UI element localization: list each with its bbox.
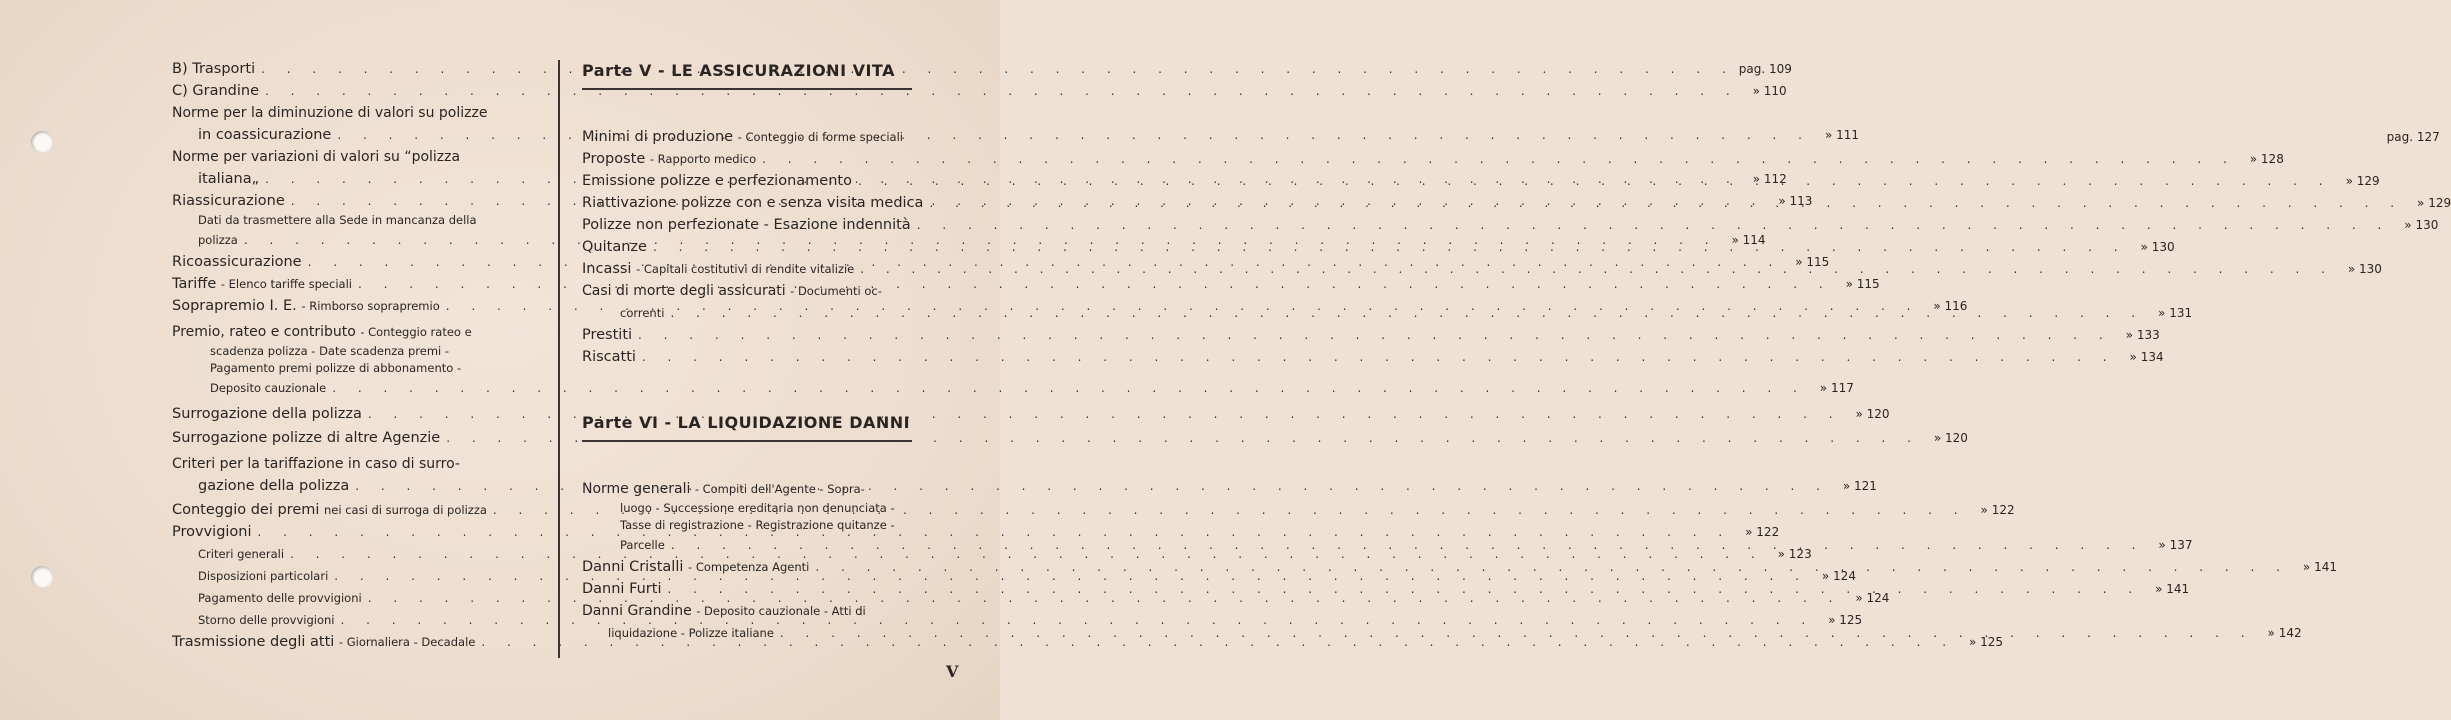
entry-title: Tariffe xyxy=(172,276,217,292)
entry-page: » 114 xyxy=(1731,233,1766,247)
entry-title: B) Trasporti xyxy=(172,61,256,77)
entry-title: Norme per variazioni di valori su “polizza xyxy=(172,149,461,165)
toc-entry xyxy=(172,427,1968,449)
entry-page: » 120 xyxy=(1855,407,1890,421)
entry-title: Disposizioni particolari xyxy=(198,569,329,583)
leader-dots xyxy=(661,578,2141,600)
entry-continuation: Deposito cauzionale xyxy=(210,381,327,395)
entry-title: Minimi di produzione xyxy=(582,129,734,145)
entry-title: C) Grandine xyxy=(172,83,260,99)
leader-dots xyxy=(326,377,1806,399)
leader-dots xyxy=(632,324,2112,346)
entry-page: » 110 xyxy=(1752,84,1787,98)
entry-page: » 133 xyxy=(2125,328,2160,342)
entry-page: » 141 xyxy=(2155,582,2190,596)
entry-subtitle: - Conteggio di forme speciali xyxy=(737,130,903,144)
entry-page: » 117 xyxy=(1819,381,1854,395)
section-title-part5: Parte V - LE ASSICURAZIONI VITA xyxy=(582,58,912,90)
entry-subtitle: - Elenco tariffe speciali xyxy=(220,277,352,291)
entry-continuation: italiana„ xyxy=(198,171,260,187)
leader-dots xyxy=(854,258,2334,280)
toc-entry xyxy=(582,346,2164,368)
entry-subtitle: - Capitali costitutivi di rendite vitalizie xyxy=(636,262,855,276)
entry-page: » 115 xyxy=(1795,255,1830,269)
entry-continuation: polizza xyxy=(198,233,238,247)
entry-page: » 125 xyxy=(1968,635,2004,649)
entry-title: Storno delle provvigioni xyxy=(198,613,335,627)
entry-page: » 124 xyxy=(1821,569,1856,583)
entry-subtitle: - Rimborso soprapremio xyxy=(301,299,440,313)
toc-entry xyxy=(582,148,2284,170)
entry-subtitle: - Conteggio rateo e xyxy=(360,325,472,339)
entry-subtitle: - Documenti oc- xyxy=(790,284,882,298)
entry-continuation: scadenza polizza - Date scadenza premi - xyxy=(210,344,450,358)
entry-page: » 129 xyxy=(2417,196,2451,210)
entry-title: Riscatti xyxy=(582,349,636,365)
entry-page: » 134 xyxy=(2129,350,2164,364)
entry-title: Quitanze xyxy=(582,239,647,255)
leader-dots xyxy=(349,475,1829,497)
entry-title: Incassi xyxy=(582,261,632,277)
entry-title: Dati da trasmettere alla Sede in mancanza della xyxy=(198,213,477,227)
entry-continuation: correnti xyxy=(620,306,665,320)
toc-entry xyxy=(172,317,546,343)
entry-page: » 129 xyxy=(2345,174,2380,188)
leader-dots xyxy=(809,556,2289,578)
entry-title: Pagamento delle provvigioni xyxy=(198,591,362,605)
entry-page: » 124 xyxy=(1855,591,1890,605)
entry-continuation: in coassicurazione xyxy=(198,127,332,143)
entry-title: Norme generali xyxy=(582,481,691,497)
entry-title: Criteri generali xyxy=(198,547,285,561)
page-number: V xyxy=(946,662,959,681)
entry-page: » 122 xyxy=(1980,503,2015,517)
entry-title: Danni Cristalli xyxy=(582,559,684,575)
leader-dots xyxy=(665,534,2145,556)
toc-entry xyxy=(582,478,954,500)
entry-page: » 111 xyxy=(1824,128,1859,142)
entry-page: » 122 xyxy=(1745,525,1780,539)
entry-subtitle: nei casi di surroga di polizza xyxy=(324,503,487,517)
entry-title: Proposte xyxy=(582,151,646,167)
leader-dots xyxy=(331,124,1811,146)
entry-continuation: gazione della polizza xyxy=(198,478,350,494)
entry-title: Provvigioni xyxy=(172,524,252,540)
entry-title: Conteggio dei premi xyxy=(172,502,320,518)
entry-continuation: Tasse di registrazione - Registrazione quitanze - xyxy=(620,518,895,532)
leader-dots xyxy=(852,170,2332,192)
entry-page: » 130 xyxy=(2404,218,2439,232)
binder-hole-top xyxy=(31,131,53,153)
toc-entry xyxy=(172,80,1787,102)
entry-subtitle: - Compiti dell'Agente - Sopra- xyxy=(694,482,865,496)
entry-page: pag. 127 xyxy=(2386,130,2440,144)
entry-continuation: Pagamento premi polizze di abbonamento - xyxy=(210,361,462,375)
entry-title: Premio, rateo e contributo xyxy=(172,324,356,340)
entry-page: » 120 xyxy=(1933,431,1968,445)
toc-entry xyxy=(172,377,1854,399)
entry-title: Criteri per la tariffazione in caso di surro- xyxy=(172,456,460,472)
leader-dots xyxy=(647,236,2127,258)
entry-page: » 112 xyxy=(1752,172,1787,186)
toc-entry xyxy=(582,214,2439,236)
entry-page: » 121 xyxy=(1842,479,1877,493)
toc-entry xyxy=(582,280,954,302)
entry-title: Trasmissione degli atti xyxy=(172,634,335,650)
entry-subtitle: - Rapporto medico xyxy=(649,152,757,166)
leader-dots xyxy=(636,346,2116,368)
entry-page: » 141 xyxy=(2302,560,2337,574)
entry-page: » 130 xyxy=(2140,240,2175,254)
toc-entry xyxy=(582,600,954,622)
entry-title: Riattivazione polizze con e senza visita medica xyxy=(582,195,924,211)
binder-hole-bottom xyxy=(31,566,53,588)
entry-page: » 123 xyxy=(1777,547,1812,561)
entry-page: » 128 xyxy=(2249,152,2284,166)
leader-dots xyxy=(756,148,2236,170)
entry-page: » 131 xyxy=(2158,306,2193,320)
entry-title: Ricoassicurazione xyxy=(172,254,302,270)
entry-subtitle: - Giornaliera - Decadale xyxy=(338,635,476,649)
entry-page: » 125 xyxy=(1828,613,1863,627)
leader-dots xyxy=(259,80,1739,102)
entry-title: Soprapremio I. E. xyxy=(172,298,297,314)
entry-page: » 115 xyxy=(1845,277,1880,291)
entry-continuation: luogo - Successione ereditaria non denunciata - xyxy=(620,501,895,515)
entry-title: Riassicurazione xyxy=(172,193,285,209)
entry-title: Polizze non perfezionate - Esazione indennità xyxy=(582,217,911,233)
entry-title: Danni Grandine xyxy=(582,603,692,619)
entry-title: Danni Furti xyxy=(582,581,662,597)
entry-title: Surrogazione polizze di altre Agenzie xyxy=(172,430,441,446)
entry-title: Surrogazione della polizza xyxy=(172,406,362,422)
entry-title: Norme per la diminuzione di valori su polizze xyxy=(172,105,488,121)
entry-subtitle: - Deposito cauzionale - Atti di xyxy=(696,604,866,618)
entry-title: Prestiti xyxy=(582,327,633,343)
entry-continuation: liquidazione - Polizze italiane xyxy=(608,626,774,640)
entry-page: » 142 xyxy=(2267,626,2302,640)
entry-page: » 130 xyxy=(2347,262,2382,276)
entry-page: » 116 xyxy=(1933,299,1968,313)
leader-dots xyxy=(664,302,2144,324)
entry-title: Emissione polizze e perfezionamento xyxy=(582,173,852,189)
entry-continuation: Parcelle xyxy=(620,538,665,552)
leader-dots xyxy=(923,192,2403,214)
entry-page: pag. 109 xyxy=(1738,62,1792,76)
entry-title: Casi di morte degli assicurati xyxy=(582,283,786,299)
entry-page: » 113 xyxy=(1778,194,1813,208)
leader-dots xyxy=(774,622,2254,644)
entry-subtitle: - Competenza Agenti xyxy=(688,560,810,574)
entry-page: » 137 xyxy=(2158,538,2193,552)
leader-dots xyxy=(911,214,2391,236)
section-title-part6: Parte VI - LA LIQUIDAZIONE DANNI xyxy=(582,410,912,442)
toc-entry xyxy=(582,324,2160,346)
leader-dots xyxy=(255,58,1735,80)
